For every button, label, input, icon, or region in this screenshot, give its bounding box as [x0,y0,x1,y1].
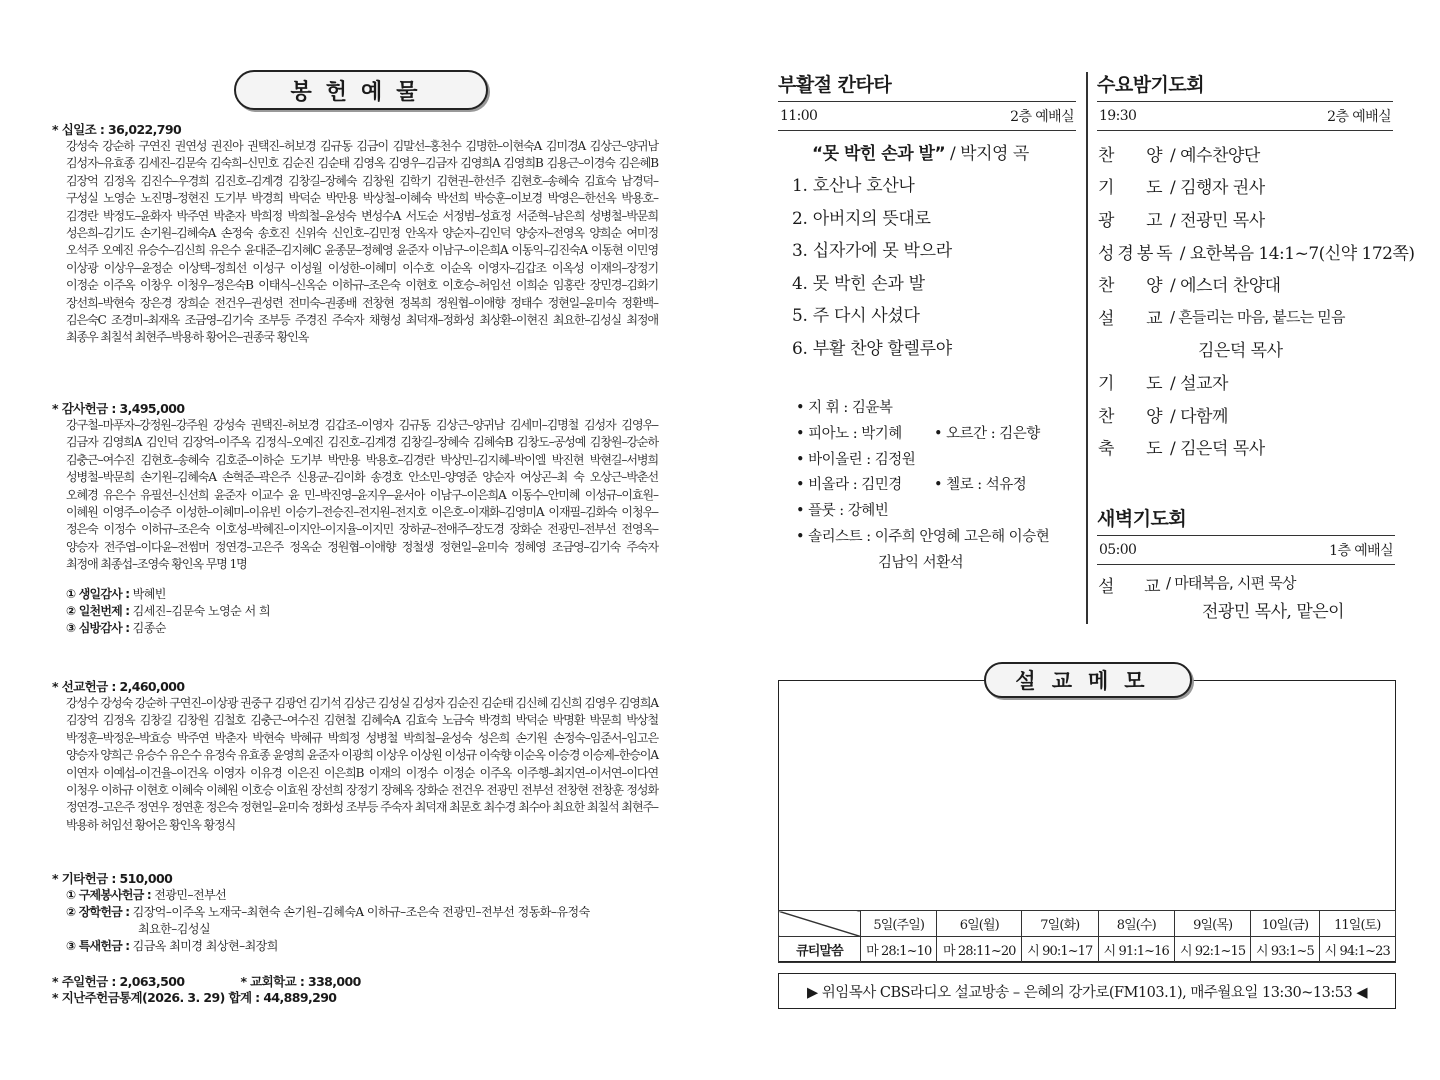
order-item: 광 고 / 전광민 목사 [1098,210,1265,231]
qt-passage: 시 90:1~17 [1022,937,1098,963]
qt-label: 큐티말씀 [779,937,861,963]
wednesday-place: 2층 예배실 [1327,109,1391,125]
mission-block [52,678,658,834]
qt-passage: 시 94:1~23 [1319,937,1395,963]
order-item-sermon-preacher: 김은덕 목사 [1198,341,1283,362]
sunday-school-totals [52,974,658,990]
dawn-place: 1층 예배실 [1329,543,1393,559]
qt-passages-row [779,937,1396,963]
thanks-heading: * 감사헌금 : 3,495,000 [52,401,185,416]
totals-block [52,974,658,1006]
dawn-sermon: 설 교 / 마태복음, 시편 묵상 [1098,574,1296,597]
order-item: 기 도 / 설교자 [1098,373,1228,394]
cantata-song: 6. 부활 찬양 할렐루야 [792,338,952,359]
staff-soloist: • 솔리스트 : 이주희 안영혜 고은해 이승현 [796,528,1050,545]
thanks-sub-birthday: ① 생일감사 : 박혜빈 [66,586,166,601]
cantata-timebar [778,101,1076,131]
thanks-sub-visit: ③ 심방감사 : 김종순 [66,620,166,635]
column-divider [1086,72,1088,624]
dawn-time: 05:00 [1099,542,1137,558]
tithe-block [52,121,658,347]
staff-violin: • 바이올린 : 김정원 [796,451,916,468]
thanks-block [52,400,658,637]
qt-passage: 마 28:11~20 [937,937,1022,963]
other-block [52,870,658,955]
cantata-staff [796,396,1086,577]
cantata-program [780,138,1080,366]
dawn-order [1098,572,1398,622]
sunday-offering: * 주일헌금 : 2,063,500 [52,974,185,989]
offering-page [52,70,658,1030]
other-heading: * 기타헌금 : 510,000 [52,871,173,886]
order-item: 찬 양 / 다함께 [1098,406,1228,427]
qt-day: 10일(금) [1251,911,1319,937]
qt-passage: 시 92:1~15 [1174,937,1250,963]
wednesday-order [1098,137,1415,463]
other-sub-scholarship: ② 장학헌금 : 김장억–이주옥 노재국–최현숙 손기원–김혜숙A 이하규–조은숙 전광민–전부선 정동화–유정숙 최요한–김성실 [66,905,590,936]
order-item: 축 도 / 김은덕 목사 [1098,439,1265,460]
wednesday-title: 수요밤기도회 [1097,74,1205,96]
qt-table [778,910,1396,963]
cantata-piece: “못 박힌 손과 발” / 박지영 곡 [812,144,1029,164]
qt-day: 6일(월) [937,911,1022,937]
qt-passage: 시 91:1~16 [1098,937,1174,963]
qt-day: 8일(수) [1098,911,1174,937]
memo-title: 설교메모 [984,662,1192,698]
last-week-total: * 지난주헌금통계(2026. 3. 29) 합계 : 44,889,290 [52,990,337,1005]
wednesday-time: 19:30 [1099,108,1137,124]
cantata-place: 2층 예배실 [1010,109,1074,125]
cantata-time: 11:00 [780,108,818,124]
cantata-title: 부활절 칸타타 [778,74,892,96]
tithe-names: 강성숙 강순하 구연진 권연성 권진아 권택진–허보경 김규동 김금이 김말선–홍천수 김명한–이현숙A 김미경A 김상근–양귀남 김성자–유효종 김세진–김문숙 김숙희–신민호 김순진 김순태 김영옥 김영우–김금자 김영희A 김영희B 김용근–이경숙 김은혜B 김장억 김정옥 김진수–우경희 김진호–김계경 김창길–장혜숙 김창원 김학기 김현권–한선주 김현호–송혜숙 김효숙 남경덕–구성실 노영순 노진명–정현진 도기부 박경희 박덕순 박만용 박상철–이혜숙 박선희 박승훈–이보경 박영은–한선옥 박용호–김경란 박정도–윤화자 박주연 박춘자 박희정 박희철–윤성숙 변성수A 서도순 서정범–성효정 서준혁–남은희 성병철–박문희 성은희–김기도 손기원–김혜숙A 손정숙 송호진 신위숙 신인호–김민정 안옥자 양순자–김인덕 양숭자–전영옥 양희순 여미정 오석주 오예진 유승수–김신희 유은수 윤대준–김지혜C 윤종문–정혜영 윤준자 이남구–이은희A 이동익–김진숙A 이동현 이민영 이상광 이상우–윤정순 이상택–정희선 이성구 이성월 이성한–이혜미 이수호 이순옥 이영자–김갑조 이옥성 이재의–장정기 이정순 이주옥 이창우 이청우–정은숙B 이태식–신옥순 이하규–조은숙 이현호 이호승–허임선 이희순 임홍란 장민경–김화기 장선희–박현숙 장은경 장희순 전건우–권성련 전미숙–권종배 전창현 정복희 정원협–이애향 정태수 정현일–윤미숙 정환백–김은숙C 조경미–최재옥 조금영–김기숙 조부등 주경진 주숙자 채형성 최덕재–정화성 최상환–이현진 최요한–김성실 최정애 최종우 최칠석 최현주–박용하 황어은–권종국 황인옥 [66,139,658,345]
cantata-song: 4. 못 박힌 손과 발 [792,273,925,294]
qt-corner [779,911,861,937]
staff-conductor: • 지 휘 : 김윤복 [796,400,893,416]
order-item: 찬 양 / 에스더 찬양대 [1098,276,1281,297]
order-item-sermon: 설 교 / 흔들리는 마음, 붙드는 믿음 [1098,307,1345,329]
staff-piano-organ: • 피아노 : 박기혜 • 오르간 : 김은향 [796,425,1040,442]
qt-day: 9일(목) [1174,911,1250,937]
qt-passage: 마 28:1~10 [861,937,937,963]
qt-passage: 시 93:1~5 [1251,937,1319,963]
cantata-song: 1. 호산나 호산나 [792,176,915,196]
other-sub-relief: ① 구제봉사헌금 : 전광민–전부선 [66,888,227,902]
staff-viola-cello: • 비올라 : 김민경 • 첼로 : 석유정 [796,477,1027,494]
wednesday-timebar [1097,101,1393,131]
order-item-scripture: 성경봉독 / 요한복음 14:1~7(신약 172쪽) [1098,243,1415,264]
staff-flute: • 플룻 : 강혜빈 [796,503,889,520]
thanks-names: 강구철–마푸자–강정원–강주원 강성숙 권택진–허보경 김갑조–이영자 김규동 김상근–양귀남 김세미–김명철 김성자 김영우–김금자 김영희A 김인덕 김장억–이주옥 김정식–오예진 김진호–김계경 김창길–장혜숙 김혜숙B 김창도–공성예 김창원–강순하 김충근–여수진 김현호–송혜숙 김호준–이하순 도기부 박만용 박용호–김경란 박상민–김지혜–박이엘 박진현 박현길–서병희 성병철–박문희 손기원–김혜숙A 손혁준–곽은주 신용균–김이화 송경호 안소민–양영준 양순자 여상곤–최 숙 오상근–박춘선 오혜경 유은수 유필선–신선희 윤준자 이교수 윤 민–박진영–윤지우–윤서아 이남구–이은희A 이동수–안미혜 이성규–이효원–이혜원 이영주–이승주 이성한–이혜미–이유빈 이승기–전승진–전지원–전지호 이은호–이재화–김영미A 이재필–김화숙 이청우–정은숙 이정수 이하규–조은숙 이호성–박혜진–이지안–이지율–이지민 장하균–전애주–장도경 장화순 전광민–전부선 전영옥–양승자 전주엽–이다윤–전썸머 정연경–고은주 정옥순 정원협–이애향 정철생 정현일–윤미숙 정혜영 조금영–김기숙 주숙자 최정애 최종섭–조영숙 황인옥 무명 1명 [66,418,658,572]
school-offering: * 교회학교 : 338,000 [240,974,361,989]
order-item: 기 도 / 김행자 권사 [1098,178,1265,199]
dawn-preacher: 전광민 목사, 맡은이 [1202,602,1345,622]
thanks-sub-thousand: ② 일천번제 : 김세진–김문숙 노영순 서 희 [66,603,271,618]
cantata-song: 2. 아버지의 뜻대로 [792,208,931,229]
qt-day: 11일(토) [1319,911,1395,937]
dawn-title: 새벽기도회 [1097,508,1187,530]
qt-day: 5일(주일) [861,911,937,937]
dawn-timebar [1097,535,1395,565]
order-item: 찬 양 / 예수찬양단 [1098,145,1260,166]
mission-heading: * 선교헌금 : 2,460,000 [52,679,185,694]
mission-names: 강성수 강성숙 강순하 구연진–이상광 권중구 김광언 김기석 김상근 김성실 김성자 김순진 김순태 김신혜 김신희 김영우 김영희A 김장억 김정옥 김창길 김창원 김철호 김충근–여수진 김현철 김혜숙A 김효숙 노금숙 박경희 박덕순 박명환 박문희 박상철 박정훈–박정운–박효승 박주연 박춘자 박현숙 박혜규 박희정 성병철 박희철–윤성숙 성은희 손기원 손정숙–임준서–임고은 양승자 양희근 유승수 유은수 유정숙 유효종 윤영희 윤준자 이광희 이상우 이상원 이성규 이숙향 이순옥 이승경 이승제–한승이A 이연자 이예섭–이건율–이건옥 이영자 이유경 이은진 이은희B 이재의 이정수 이정순 이주옥 이주행–최지연–이서연–이다연 이청우 이하규 이현호 이혜숙 이혜원 이호승 이효원 장선희 장정기 장혜옥 장화순 전건우 전광민 전부선 전창현 전창훈 정성화 정연경–고은주 정연우 정연훈 정은숙 정현일–윤미숙 정화성 조부등 주숙자 최덕재 최문호 최수경 최수아 최요한 최칠석 최현주–박용하 허임선 황어은 황인옥 황정식 [66,696,658,832]
offering-title: 봉헌예물 [234,70,488,110]
other-sub-special: ③ 특새헌금 : 김금옥 최미경 최상현–최장희 [66,939,278,953]
qt-day: 7일(화) [1022,911,1098,937]
tithe-heading: * 십일조 : 36,022,790 [52,122,182,137]
staff-soloist-cont: 김남익 서환석 [878,554,964,571]
radio-broadcast-notice: ▶ 위임목사 CBS라디오 설교방송 – 은혜의 강가로(FM103.1), 매주월요일 13:30~13:53 ◀ [778,973,1396,1009]
qt-days-row [779,911,1396,937]
cantata-song: 5. 주 다시 사셨다 [792,306,920,327]
cantata-song: 3. 십자가에 못 박으라 [792,241,952,262]
